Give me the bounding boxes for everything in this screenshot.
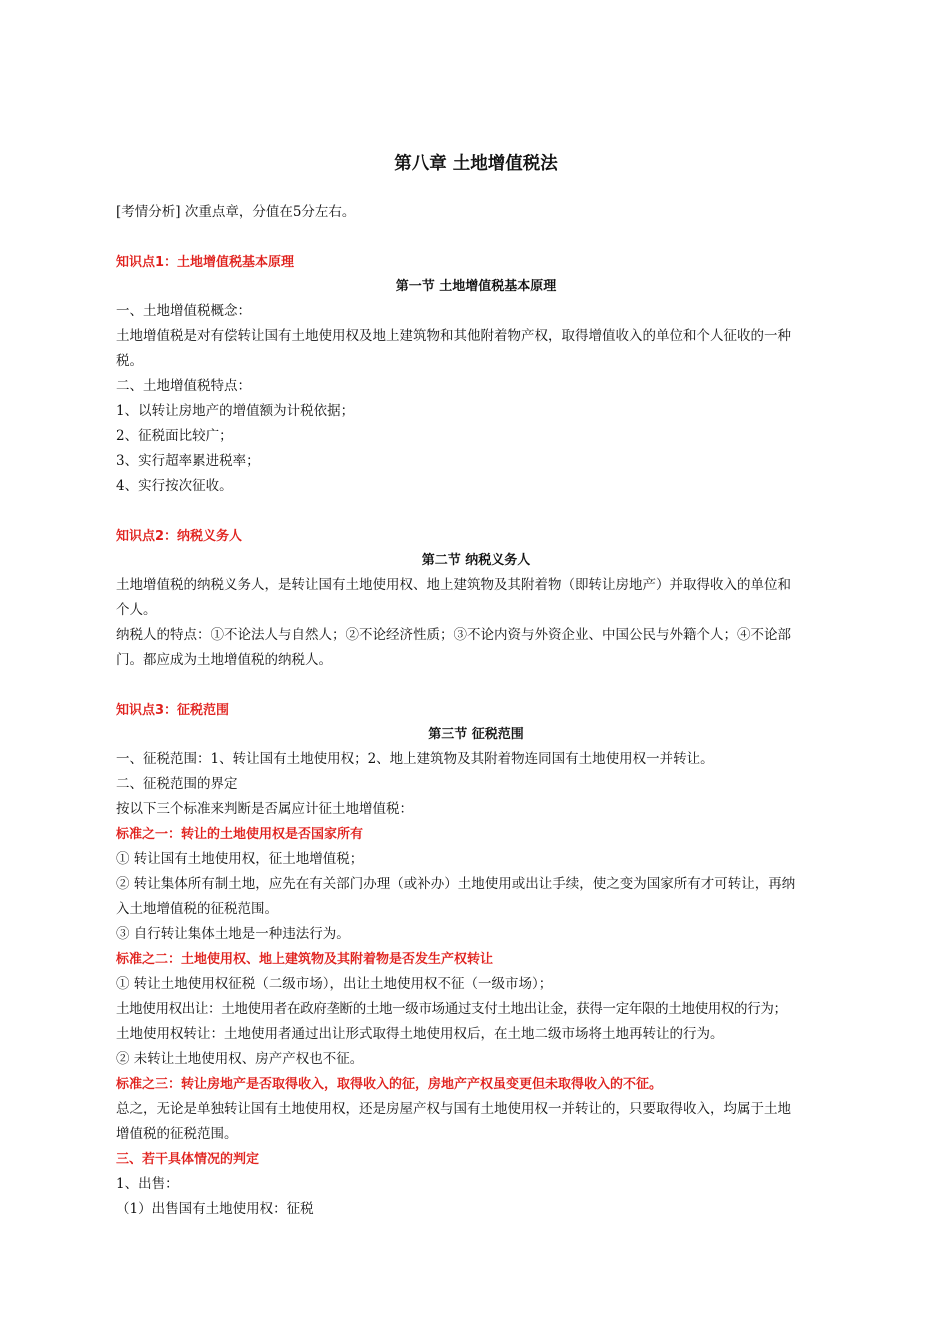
kp3-line: ③ 自行转让集体土地是一种违法行为。 — [116, 926, 350, 942]
kp1-line: 4、实行按次征收。 — [116, 478, 233, 494]
kp3-line: 增值税的征税范围。 — [116, 1126, 238, 1142]
subheading-3: 三、若干具体情况的判定 — [116, 1152, 260, 1167]
section2-title: 第二节 纳税义务人 — [421, 553, 531, 568]
kp3-heading: 知识点3：征税范围 — [116, 703, 230, 718]
kp3-line: ② 未转让土地使用权、房产产权也不征。 — [116, 1051, 364, 1067]
section1-title: 第一节 土地增值税基本原理 — [395, 279, 557, 294]
section3-title: 第三节 征税范围 — [428, 727, 524, 742]
kp2-line: 纳税人的特点：①不论法人与自然人；②不论经济性质；③不论内资与外资企业、中国公民与外籍个人；④不论部 — [116, 627, 791, 643]
kp3-line: 土地使用权转让：土地使用者通过出让形式取得土地使用权后，在土地二级市场将土地再转让的行为。 — [116, 1026, 724, 1042]
kp3-line: 一、征税范围：1、转让国有土地使用权；2、地上建筑物及其附着物连同国有土地使用权一并转让。 — [116, 751, 714, 767]
kp3-line: ① 转让土地使用权征税（二级市场），出让土地使用权不征（一级市场）； — [116, 976, 553, 992]
kp2-heading: 知识点2：纳税义务人 — [116, 529, 243, 544]
kp2-line: 门。都应成为土地增值税的纳税人。 — [116, 652, 332, 668]
kp1-line: 1、以转让房地产的增值额为计税依据； — [116, 403, 355, 419]
kp3-line: ① 转让国有土地使用权，征土地增值税； — [116, 851, 364, 867]
kp3-line: 总之，无论是单独转让国有土地使用权，还是房屋产权与国有土地使用权一并转让的，只要取得收入，均属于土地 — [116, 1101, 791, 1117]
kp1-heading: 知识点1：土地增值税基本原理 — [116, 255, 295, 270]
kp1-line: 二、土地增值税特点： — [116, 378, 251, 394]
page-title: 第八章 土地增值税法 — [394, 154, 558, 174]
kp2-line: 个人。 — [116, 602, 157, 618]
kp3-line: 二、征税范围的界定 — [116, 776, 238, 792]
intro-text: [考情分析] 次重点章，分值在5分左右。 — [116, 204, 356, 220]
kp1-line: 2、征税面比较广； — [116, 428, 233, 444]
kp3-line: （1）出售国有土地使用权：征税 — [116, 1201, 314, 1217]
kp1-line: 3、实行超率累进税率； — [116, 453, 260, 469]
kp1-line: 税。 — [116, 353, 143, 369]
kp3-line: 1、出售： — [116, 1176, 179, 1192]
standard-2: 标准之二：土地使用权、地上建筑物及其附着物是否发生产权转让 — [116, 952, 494, 967]
standard-1: 标准之一：转让的土地使用权是否国家所有 — [116, 827, 364, 842]
kp3-line: 入土地增值税的征税范围。 — [116, 901, 278, 917]
kp1-line: 土地增值税是对有偿转让国有土地使用权及地上建筑物和其他附着物产权，取得增值收入的单位和个人征收的一种 — [116, 328, 791, 344]
standard-3: 标准之三：转让房地产是否取得收入，取得收入的征，房地产产权虽变更但未取得收入的不征。 — [116, 1077, 663, 1092]
kp2-line: 土地增值税的纳税义务人，是转让国有土地使用权、地上建筑物及其附着物（即转让房地产）并取得收入的单位和 — [116, 577, 791, 593]
kp3-line: 按以下三个标准来判断是否属应计征土地增值税： — [116, 801, 413, 817]
kp3-line: 土地使用权出让：土地使用者在政府垄断的土地一级市场通过支付土地出让金，获得一定年限的土地使用权的行为； — [116, 1001, 787, 1017]
kp3-line: ② 转让集体所有制土地，应先在有关部门办理（或补办）土地使用或出让手续，使之变为国家所有才可转让，再纳 — [116, 876, 796, 892]
kp1-line: 一、土地增值税概念： — [116, 303, 251, 319]
